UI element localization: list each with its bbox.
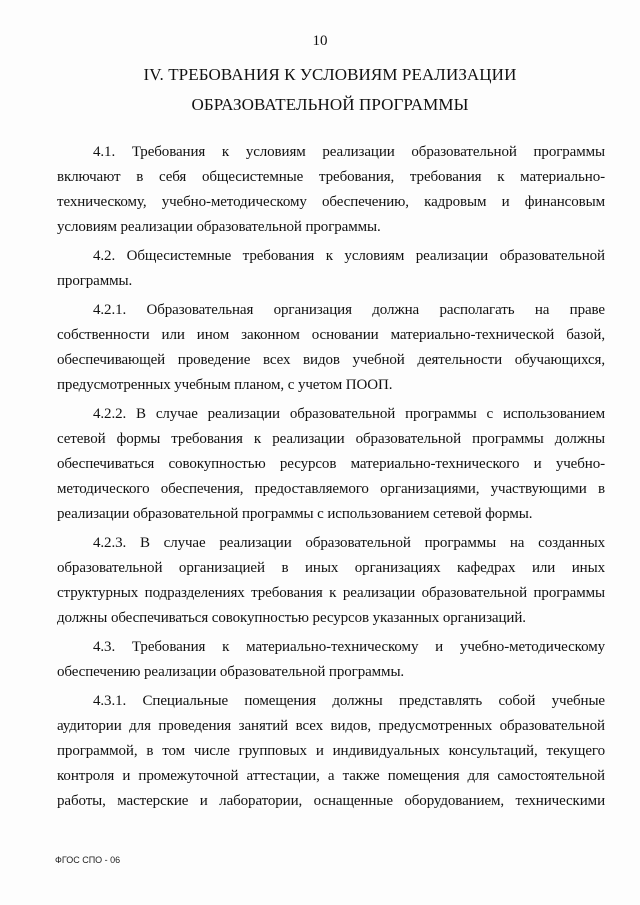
- paragraph-line: структурных подразделениях требования к реализации образовательной программы: [57, 585, 605, 601]
- paragraph-line: методического обеспечения, предоставляемого организациями, участвующими в: [57, 481, 605, 497]
- paragraph-line: 4.2.3. В случае реализации образовательной программы на созданных: [93, 535, 605, 551]
- paragraph-line: образовательной организацией в иных организациях кафедрах или иных: [57, 560, 605, 576]
- paragraph-4-2-3: [57, 531, 605, 631]
- paragraph-line: работы, мастерские и лаборатории, оснащенные оборудованием, техническими: [57, 793, 605, 809]
- paragraph-4-2: [57, 244, 605, 294]
- heading-line-1: IV. ТРЕБОВАНИЯ К УСЛОВИЯМ РЕАЛИЗАЦИИ: [143, 65, 517, 84]
- document-body: [57, 140, 605, 814]
- paragraph-4-3: [57, 635, 605, 685]
- paragraph-line: обеспечивающей проведение всех видов учебной деятельности обучающихся,: [57, 352, 605, 368]
- paragraph-line: контроля и промежуточной аттестации, а также помещения для самостоятельной: [57, 768, 605, 784]
- paragraph-line: сетевой формы требования к реализации образовательной программы должны: [57, 431, 605, 447]
- paragraph-4-3-1: [57, 689, 605, 814]
- paragraph-line: предусмотренных учебным планом, с учетом ПООП.: [57, 377, 393, 393]
- paragraph-line: 4.3.1. Специальные помещения должны представлять собой учебные: [93, 693, 605, 709]
- paragraph-4-2-2: [57, 402, 605, 527]
- paragraph-line: должны обеспечиваться совокупностью ресурсов указанных организаций.: [57, 610, 526, 626]
- paragraph-line: реализации образовательной программы с использованием сетевой формы.: [57, 506, 533, 522]
- paragraph-line: обеспечению реализации образовательной программы.: [57, 664, 405, 680]
- paragraph-line: техническому, учебно-методическому обеспечению, кадровым и финансовым: [57, 194, 605, 210]
- paragraph-line: включают в себя общесистемные требования, требования к материально-: [57, 169, 605, 185]
- paragraph-4-1: [57, 140, 605, 240]
- paragraph-line: собственности или ином законном основании материально-технической базой,: [57, 327, 605, 343]
- paragraph-line: условиям реализации образовательной программы.: [57, 219, 381, 235]
- paragraph-line: 4.2.1. Образовательная организация должна располагать на праве: [93, 302, 605, 318]
- footer-label: ФГОС СПО - 06: [55, 855, 121, 865]
- paragraph-line: обеспечиваться совокупностью ресурсов материально-технического и учебно-: [57, 456, 605, 472]
- paragraph-line: 4.2. Общесистемные требования к условиям реализации образовательной: [93, 248, 605, 264]
- paragraph-line: 4.1. Требования к условиям реализации образовательной программы: [93, 144, 605, 160]
- heading-line-2: ОБРАЗОВАТЕЛЬНОЙ ПРОГРАММЫ: [191, 95, 469, 114]
- paragraph-line: программы.: [57, 273, 133, 289]
- paragraph-line: аудитории для проведения занятий всех видов, предусмотренных образовательной: [57, 718, 605, 734]
- section-heading: [50, 60, 610, 120]
- paragraph-line: 4.3. Требования к материально-техническому и учебно-методическому: [93, 639, 605, 655]
- paragraph-line: программой, в том числе групповых и индивидуальных консультаций, текущего: [57, 743, 605, 759]
- page-number: 10: [312, 33, 328, 49]
- paragraph-4-2-1: [57, 298, 605, 398]
- paragraph-line: 4.2.2. В случае реализации образовательной программы с использованием: [93, 406, 605, 422]
